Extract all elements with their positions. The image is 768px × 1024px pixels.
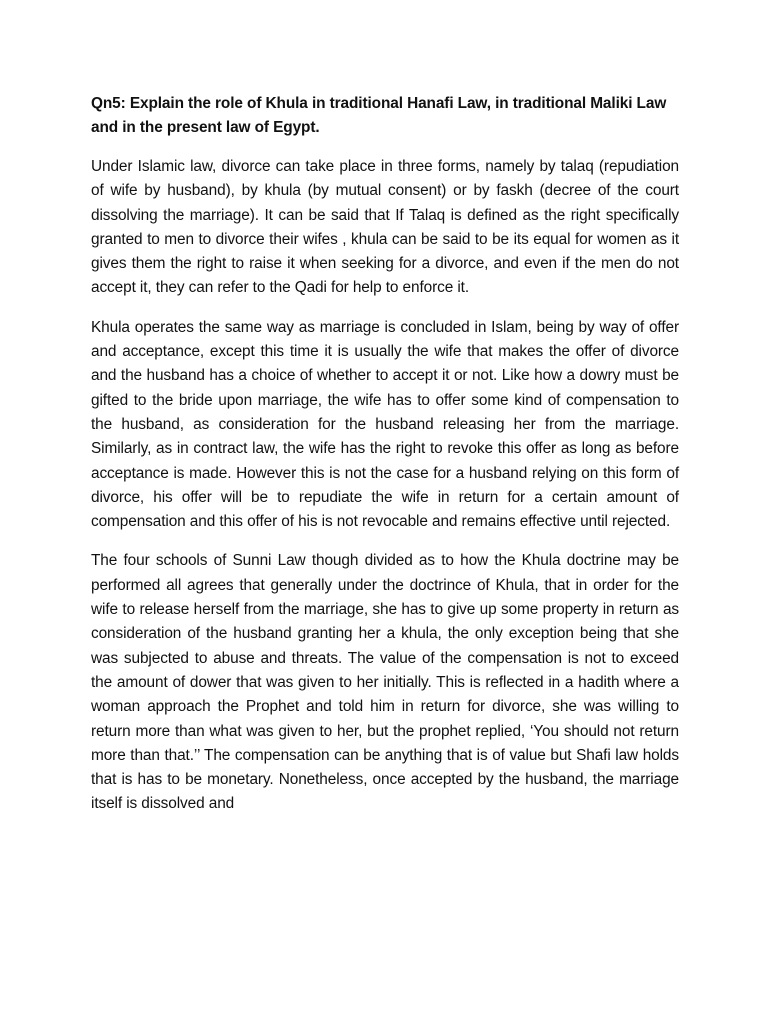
paragraph-1: Under Islamic law, divorce can take place in three forms, namely by talaq (repudiation of wife by husband), by khula (by mutual consent) or by faskh (decree of the court dissolving the marriage). It can be said that If Talaq is defined as the right specifically granted to men to divorce their wifes , khula can be said to be its equal for women as it gives them the right to raise it when seeking for a divorce, and even if the men do not accept it, they can refer to the Qadi for help to enforce it. <box>91 158 679 297</box>
paragraph-2: Khula operates the same way as marriage is concluded in Islam, being by way of offer and acceptance, except this time it is usually the wife that makes the offer of divorce and the husband has a choice of whether to accept it or not. Like how a dowry must be gifted to the bride upon marriage, the wife has to offer some kind of compensation to the husband, as consideration for the husband releasing her from the marriage. Similarly, as in contract law, the wife has the right to revoke this offer as long as before acceptance is made. However this is not the case for a husband relying on this form of divorce, his offer will be to repudiate the wife in return for a certain amount of compensation and this offer of his is not revocable and remains effective until rejected. <box>91 318 679 531</box>
question-heading: Qn5: Explain the role of Khula in traditional Hanafi Law, in traditional Maliki Law and in the present law of Egypt. <box>91 95 667 136</box>
paragraph-3: The four schools of Sunni Law though divided as to how the Khula doctrine may be performed all agrees that generally under the doctrince of Khula, that in order for the wife to release herself from the marriage, she has to give up some property in return as consideration of the husband granting her a khula, the only exception being that she was subjected to abuse and threats. The value of the compensation is not to exceed the amount of dower that was given to her initially. This is reflected in a hadith where a woman approach the Prophet and told him in return for divorce, she was willing to return more than what was given to her, but the prophet replied, ‘You should not return more than that.’’ The compensation can be anything that is of value but Shafi law holds that is has to be monetary. Nonetheless, once accepted by the husband, the marriage itself is dissolved and <box>91 552 679 813</box>
document-body <box>91 92 679 832</box>
